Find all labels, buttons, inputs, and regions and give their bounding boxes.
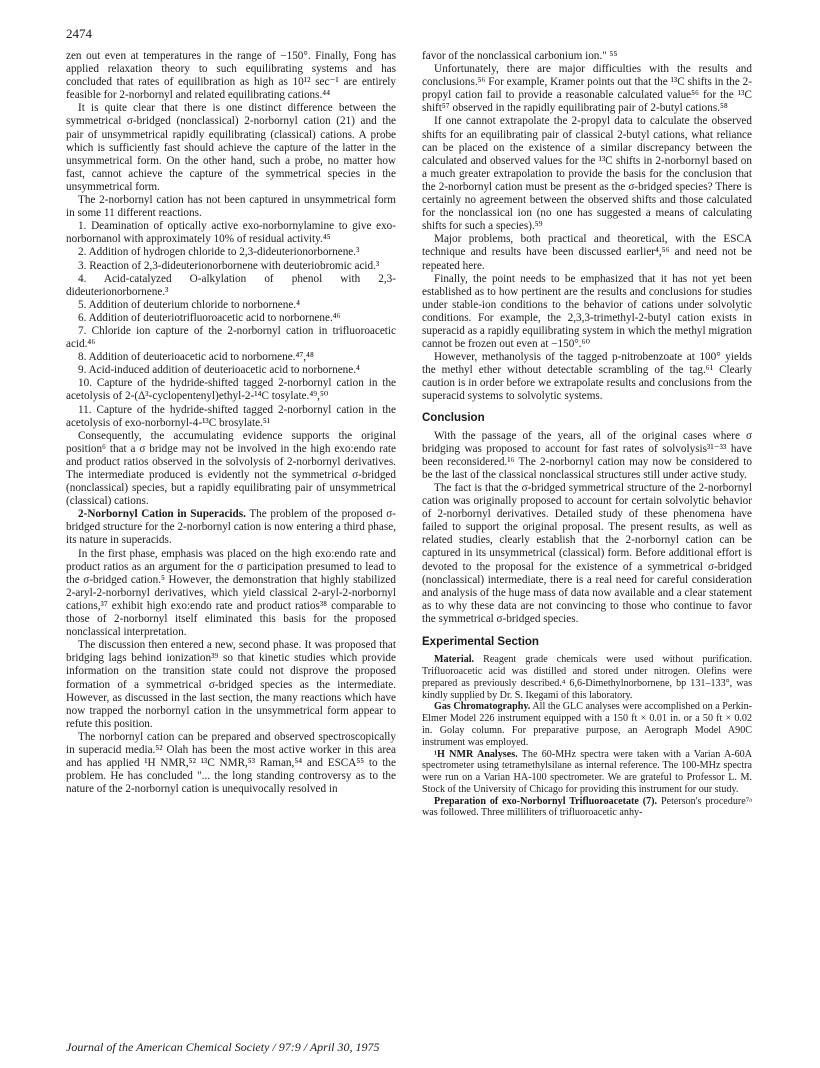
paragraph: [66, 246, 396, 259]
run-in-heading: ¹H NMR Analyses.: [434, 748, 518, 760]
paragraph: [66, 404, 396, 430]
paragraph: [66, 194, 396, 220]
paragraph-text: With the passage of the years, all of the original cases where σ bridging was proposed to account for fast rates of solvolysis³¹⁻³³ have been reconsidered.¹⁶ The 2-norbornyl cation may now be considered to be the last of the classical nonclassical structures still under active study.: [422, 429, 752, 481]
paragraph-text: 11. Capture of the hydride-shifted tagged 2-norbornyl cation in the acetolysis of exo-norbornyl-4-¹³C brosylate.⁵¹: [66, 403, 396, 429]
paragraph: [66, 50, 396, 102]
paragraph-text: 6. Addition of deuteriotrifluoroacetic acid to norbornene.⁴⁶: [78, 311, 341, 324]
paragraph: [66, 377, 396, 403]
paragraph-text: Reagent grade chemicals were used without purification. Trifluoroacetic acid was distilled and stored under nitrogen. Olefins were prepared as previously described.⁴ 6,6-Dimethylnorbornene, bp 131–133°, was kindly supplied by Dr. S. Ikegami of this laboratory.: [422, 654, 752, 701]
paragraph: [422, 50, 752, 63]
paragraph-text: The 60-MHz spectra were taken with a Varian A-60A spectrometer using tetramethylsilane as internal reference. The 100-MHz spectra were run on a Varian HA-100 spectrometer. We are grateful to Professor L. M. Stock of the University of Chicago for providing this instrument for our study.: [422, 748, 753, 795]
paragraph: [66, 325, 396, 351]
paragraph: [422, 115, 752, 233]
page-number: 2474: [66, 26, 92, 41]
paragraph: [66, 639, 396, 731]
paragraph: [66, 299, 396, 312]
paragraph-text: However, methanolysis of the tagged p-nitrobenzoate at 100° yields the methyl ether without detectable scrambling of the tag.⁶¹ Clearly caution is in order before we extrapolate results and conclusions from the superacid systems to solvolytic systems.: [422, 351, 752, 403]
paragraph-text: 5. Addition of deuterium chloride to norbornene.⁴: [78, 298, 301, 311]
paragraph-text: The 2-norbornyl cation has not been captured in unsymmetrical form in some 11 different reactions.: [66, 194, 396, 220]
paragraph: [66, 508, 396, 547]
paragraph-text: 3. Reaction of 2,3-dideuterionorbornene with deuteriobromic acid.³: [78, 259, 380, 272]
paragraph: [422, 701, 752, 748]
conclusion-heading: Conclusion: [422, 411, 485, 424]
right-column: [422, 50, 752, 819]
paragraph-text: zen out even at temperatures in the range of −150°. Finally, Fong has applied relaxation theory to such equilibrating systems and has concluded that rates of equilibration as high as 10¹² sec⁻¹ are entirely feasible for 2-norbornyl and related equilibrating cations.⁴⁴: [66, 50, 396, 102]
paragraph: [422, 654, 752, 701]
journal-footer: Journal of the American Chemical Society / 97:9 / April 30, 1975: [66, 1040, 380, 1054]
paragraph-text: It is quite clear that there is one distinct difference between the symmetrical σ-bridged (nonclassical) 2-norbornyl cation (21) and the pair of unsymmetrical rapidly equilibrating (classical) cations. A probe which is sufficiently fast should achieve the capture of the latter in the unsymmetrical form. On the other hand, such a probe, no matter how fast, cannot achieve the capture of the symmetrical species in the unsymmetrical form.: [66, 102, 396, 193]
paragraph: [66, 548, 396, 640]
paragraph-text: favor of the nonclassical carbonium ion." ⁵⁵: [422, 50, 618, 62]
paragraph-text: Major problems, both practical and theoretical, with the ESCA technique and results have been discussed earlier⁴,⁵⁶ and need not be repeated here.: [422, 233, 752, 272]
paragraph-text: 1. Deamination of optically active exo-norbornylamine to give exo-norbornanol with approximately 10% of residual activity.⁴⁵: [66, 220, 396, 246]
paragraph: [422, 796, 752, 820]
paragraph-text: 10. Capture of the hydride-shifted tagged 2-norbornyl cation in the acetolysis of 2-(Δ³-cyclopentenyl)ethyl-2-¹⁴C tosylate.⁴⁹,⁵⁰: [66, 377, 396, 403]
paragraph-text: 4. Acid-catalyzed O-alkylation of phenol with 2,3-dideuterionorbornene.³: [66, 272, 396, 298]
paragraph-text: The discussion then entered a new, second phase. It was proposed that bridging lags behind ionization³⁹ so that kinetic studies which provide information on the transition state could not disprove the proposed formation of a symmetrical σ-bridged species as the intermediate. However, as discussed in the last section, the many reactions which have now trapped the norbornyl cation in the unsymmetrical form appear to refute this position.: [66, 639, 396, 730]
paragraph-text: Unfortunately, there are major difficulties with the results and conclusions.⁵⁶ For example, Kramer points out that the ¹³C shifts in the 2-propyl cation fail to provide a reasonable calculated value⁵⁶ for the ¹³C shift⁵⁷ observed in the rapidly equilibrating pair of 2-butyl cations.⁵⁸: [422, 63, 752, 115]
paragraph-text: 9. Acid-induced addition of deuterioacetic acid to norbornene.⁴: [78, 364, 360, 377]
run-in-heading: Material.: [434, 654, 475, 666]
run-in-heading: Gas Chromatography.: [434, 701, 531, 713]
paragraph: [66, 273, 396, 299]
paragraph-text: Consequently, the accumulating evidence supports the original position⁶ that a σ bridge may not be involved in the high exo:endo rate and product ratios observed in the solvolysis of 2-norbornyl derivatives. The intermediate produced is evidently not the symmetrical σ-bridged (nonclassical) species, but a rapidly equilibrating pair of unsymmetrical (classical) cations.: [66, 429, 396, 508]
run-in-heading: 2-Norbornyl Cation in Superacids.: [78, 508, 246, 521]
paragraph: [422, 430, 752, 482]
paragraph-text: Finally, the point needs to be emphasized that it has not yet been established as to how pertinent are the results and conclusions for studies under stable-ion conditions to the behavior of cations under solvolytic conditions. For example, the 2,3,3-trimethyl-2-butyl cation exists in superacid as a rapidly equilibrating system in which the methyl migration cannot be frozen out even at −150°.⁶⁰: [422, 272, 752, 351]
paragraph: [66, 312, 396, 325]
paragraph-text: 2. Addition of hydrogen chloride to 2,3-dideuterionorbornene.³: [78, 246, 360, 259]
experimental-heading: Experimental Section: [422, 636, 539, 649]
paragraph-text: 8. Addition of deuterioacetic acid to norbornene.⁴⁷,⁴⁸: [78, 351, 314, 364]
paragraph: [66, 430, 396, 509]
paragraph-text: Peterson's procedure⁷ᵃ was followed. Three milliliters of trifluoroacetic anhy-: [422, 795, 752, 819]
paragraph-text: In the first phase, emphasis was placed on the high exo:endo rate and product ratios as an argument for the σ participation presumed to lead to the σ-bridged cation.⁵ However, the demonstration that highly stabilized 2-aryl-2-norbornyl derivatives, which yield classical 2-aryl-2-norbornyl cations,³⁷ exhibit high exo:endo rate and product ratios³⁸ comparable to those of 2-norbornyl itself eliminated this basis for the proposed nonclassical interpretation.: [66, 547, 396, 639]
paragraph-text: All the GLC analyses were accomplished on a Perkin-Elmer Model 226 instrument equipped with a 150 ft × 0.01 in. or a 50 ft × 0.02 in. Golay column. For preparative purpose, an Aerograph Model A90C instrument was employed.: [422, 701, 753, 748]
paragraph-text: The norbornyl cation can be prepared and observed spectroscopically in superacid media.⁵² Olah has been the most active worker in this area and has applied ¹H NMR,⁵² ¹³C NMR,⁵³ Raman,⁵⁴ and ESCA⁵⁵ to the problem. He has concluded "... the long standing controversy as to the nature of the 2-norbornyl cation is unequivocally resolved in: [66, 730, 396, 796]
left-column: [66, 50, 396, 796]
paragraph: [422, 233, 752, 272]
paragraph: [422, 273, 752, 352]
paragraph: [422, 482, 752, 626]
paragraph: [66, 260, 396, 273]
run-in-heading: Preparation of exo-Norbornyl Trifluoroacetate (7).: [434, 795, 658, 807]
paragraph: [66, 364, 396, 377]
paragraph: [66, 102, 396, 194]
paragraph: [66, 731, 396, 796]
paragraph-text: The fact is that the σ-bridged symmetrical structure of the 2-norbornyl cation was originally proposed to account for certain solvolytic behavior of 2-norbornyl derivatives. Detailed study of these phenomena have failed to support the original proposal. The present results, as well as related studies, clearly establish that the 2-norbornyl cation can be captured in its unsymmetrical (classical) form. Before additional effort is devoted to the proposal for the existence of a symmetrical σ-bridged (nonclassical) intermediate, there is a real need for careful consideration and analysis of the huge mass of data now available and a clear statement as to why these data are not convincing to those who continue to favor the symmetrical σ-bridged species.: [422, 482, 752, 625]
paragraph: [422, 749, 752, 796]
paragraph: [66, 220, 396, 246]
paragraph: [422, 63, 752, 115]
paragraph-text: If one cannot extrapolate the 2-propyl data to calculate the observed shifts for an equilibrating pair of classical 2-butyl cations, what reliance can be placed on the existence of a similar discrepancy between the calculated and observed values for the ¹³C shifts in 2-norbornyl based on a much greater extrapolation to provide the basis for the conclusion that the 2-norbornyl cation must be present as the σ-bridged species? There is certainly no agreement between the observed shifts and those calculated for the nonclassical ion (no one has suggested a means of calculating shifts for such a species).⁵⁹: [422, 115, 752, 233]
paragraph: [66, 351, 396, 364]
paragraph-text: 7. Chloride ion capture of the 2-norbornyl cation in trifluoroacetic acid.⁴⁶: [66, 324, 396, 351]
paragraph-text: The problem of the proposed σ-bridged structure for the 2-norbornyl cation is now entering a third phase, its nature in superacids.: [66, 508, 396, 547]
paragraph: [422, 351, 752, 403]
